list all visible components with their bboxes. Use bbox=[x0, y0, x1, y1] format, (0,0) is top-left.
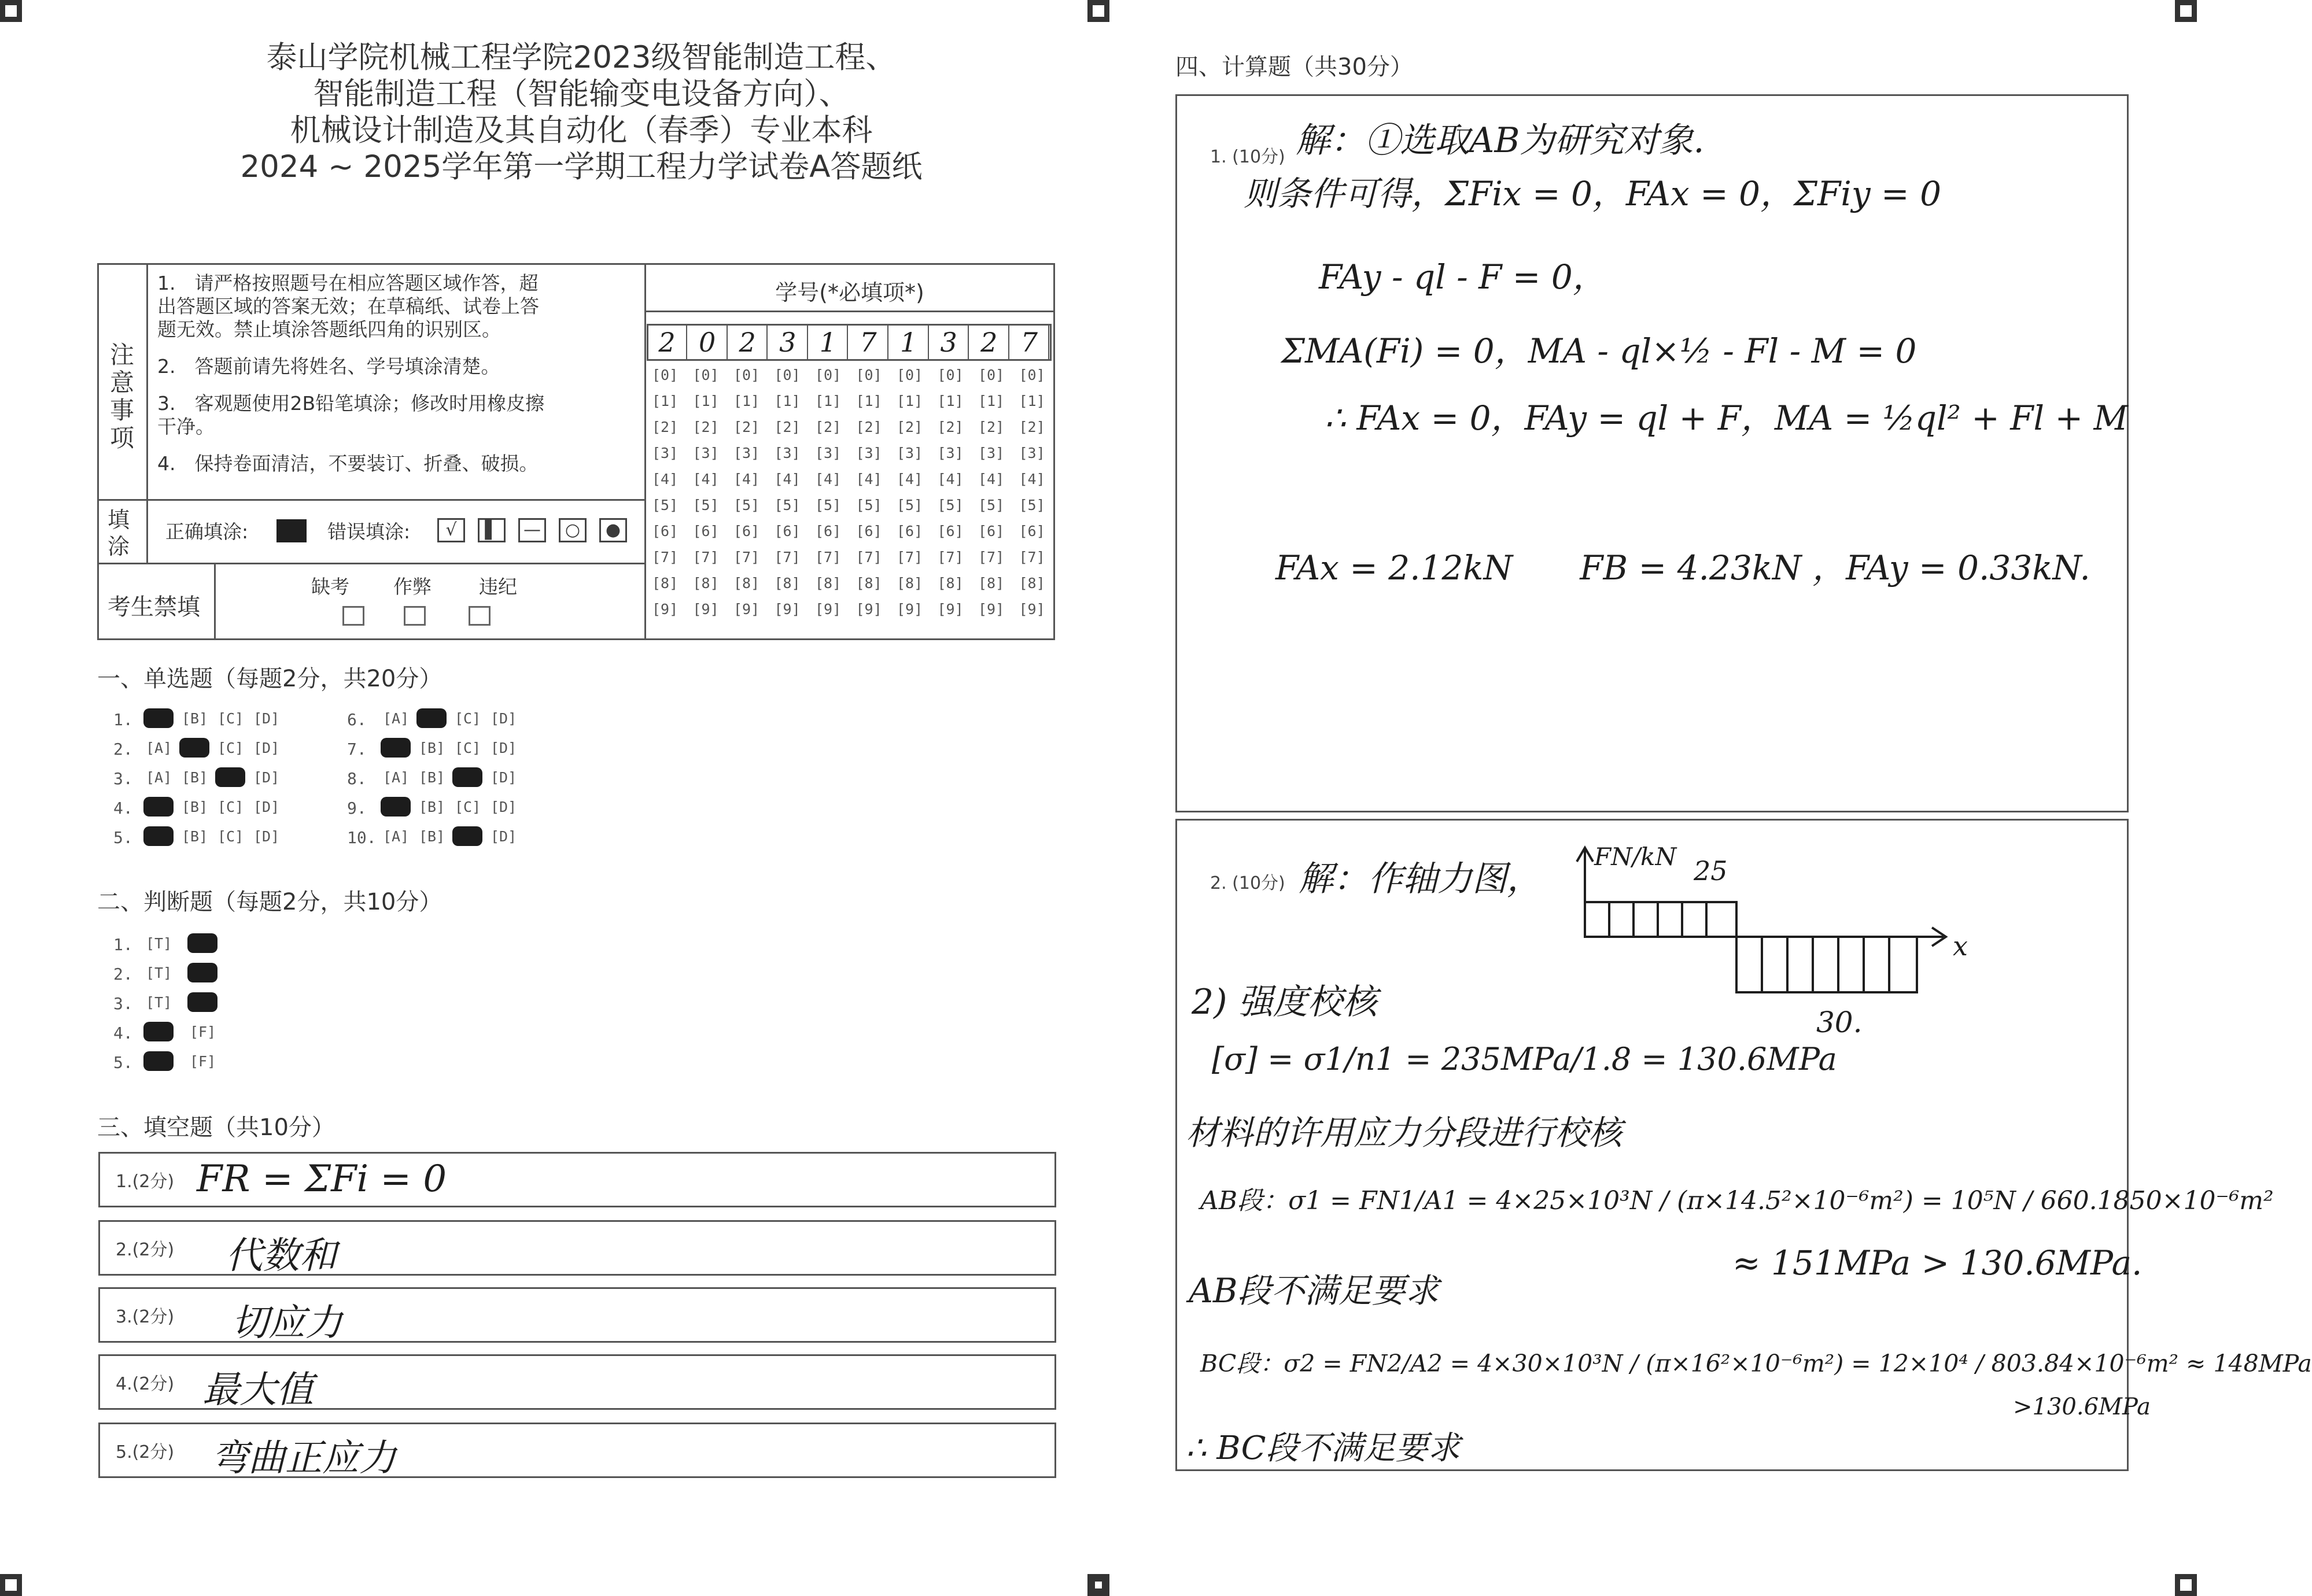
id-bubble[interactable]: [4] bbox=[856, 471, 882, 487]
id-bubble[interactable]: [9] bbox=[1019, 601, 1045, 618]
single-choice-option[interactable]: [C] bbox=[455, 710, 481, 727]
fill-blank-answer[interactable]: 弯曲正应力 bbox=[211, 1437, 396, 1480]
calc-q2-line: 2) 强度校核 bbox=[1192, 982, 1377, 1022]
fill-blank-heading: 三、填空题（共10分） bbox=[97, 1114, 335, 1141]
calc-q1-line: FAx = 2.12kN FB = 4.23kN ，FAy = 0.33kN. bbox=[1275, 548, 2090, 588]
id-bubble[interactable]: [2] bbox=[774, 419, 801, 435]
title-line: 2024 ~ 2025学年第一学期工程力学试卷A答题纸 bbox=[240, 149, 923, 184]
true-false-filled-mark bbox=[143, 1051, 174, 1071]
id-bubble[interactable]: [1] bbox=[774, 393, 801, 409]
single-choice-number: 7. bbox=[347, 740, 367, 759]
single-choice-option[interactable]: [C] bbox=[217, 828, 244, 845]
id-bubble[interactable]: [8] bbox=[652, 575, 679, 592]
id-bubble[interactable]: [5] bbox=[937, 497, 964, 513]
id-bubble[interactable]: [8] bbox=[733, 575, 760, 592]
wrong-sample-check: √ bbox=[437, 518, 465, 542]
id-bubble[interactable]: [8] bbox=[1019, 575, 1045, 592]
single-choice-option[interactable]: [D] bbox=[491, 740, 517, 756]
fill-blank-label: 3.(2分) bbox=[116, 1307, 175, 1327]
single-choice-option[interactable]: [D] bbox=[491, 769, 517, 786]
id-bubble[interactable]: [1] bbox=[692, 393, 719, 409]
corner-mark-top-right bbox=[2175, 0, 2197, 22]
single-choice-heading: 一、单选题（每题2分，共20分） bbox=[97, 666, 443, 692]
id-bubble[interactable]: [3] bbox=[978, 445, 1005, 461]
single-choice-filled-mark bbox=[143, 826, 174, 846]
calc-q1-line: 解：①选取AB为研究对象. bbox=[1296, 120, 1705, 161]
id-bubble[interactable]: [0] bbox=[815, 367, 842, 383]
student-id-digit: 3 bbox=[769, 325, 808, 360]
id-bubble[interactable]: [5] bbox=[815, 497, 842, 513]
calc-q2-label: 2. (10分) bbox=[1210, 873, 1285, 893]
id-bubble[interactable]: [5] bbox=[1019, 497, 1045, 513]
id-bubble[interactable]: [1] bbox=[1019, 393, 1045, 409]
id-bubble[interactable]: [3] bbox=[692, 445, 719, 461]
single-choice-number: 10. bbox=[347, 828, 377, 847]
id-bubble[interactable]: [9] bbox=[978, 601, 1005, 618]
corner-mark-bottom-left bbox=[0, 1574, 22, 1596]
calc-q2-line: AB段不满足要求 bbox=[1189, 1271, 1439, 1310]
id-bubble[interactable]: [4] bbox=[815, 471, 842, 487]
id-bubble[interactable]: [7] bbox=[856, 549, 882, 566]
single-choice-option[interactable]: [D] bbox=[253, 710, 280, 727]
student-id-digit: 2 bbox=[970, 325, 1009, 360]
calc-q2-line: 材料的许用应力分段进行校核 bbox=[1186, 1113, 1623, 1152]
id-bubble[interactable]: [2] bbox=[856, 419, 882, 435]
id-bubble[interactable]: [8] bbox=[897, 575, 923, 592]
single-choice-option[interactable]: [C] bbox=[217, 710, 244, 727]
calc-q1-line: 则条件可得，ΣFix = 0，FAx = 0，ΣFiy = 0 bbox=[1244, 174, 1941, 213]
id-bubble[interactable]: [3] bbox=[815, 445, 842, 461]
id-bubble[interactable]: [6] bbox=[652, 523, 679, 540]
id-bubble[interactable]: [6] bbox=[692, 523, 719, 540]
true-false-number: 5. bbox=[113, 1053, 133, 1072]
id-bubble[interactable]: [3] bbox=[856, 445, 882, 461]
id-bubble[interactable]: [0] bbox=[733, 367, 760, 383]
single-choice-option[interactable]: [B] bbox=[182, 710, 208, 727]
id-bubble[interactable]: [5] bbox=[856, 497, 882, 513]
calc-q1-line: ΣMA(Fi) = 0，MA - ql×½ - Fl - M = 0 bbox=[1281, 331, 1917, 371]
forbid-absent-checkbox[interactable] bbox=[342, 606, 364, 626]
id-bubble[interactable]: [6] bbox=[815, 523, 842, 540]
id-bubble[interactable]: [4] bbox=[937, 471, 964, 487]
true-false-number: 1. bbox=[113, 935, 133, 954]
id-bubble[interactable]: [1] bbox=[652, 393, 679, 409]
id-bubble[interactable]: [6] bbox=[856, 523, 882, 540]
id-bubble[interactable]: [6] bbox=[733, 523, 760, 540]
single-choice-number: 3. bbox=[113, 769, 133, 788]
single-choice-filled-mark bbox=[381, 797, 411, 817]
student-id-digit: 2 bbox=[728, 325, 768, 360]
id-bubble[interactable]: [5] bbox=[652, 497, 679, 513]
id-bubble[interactable]: [2] bbox=[692, 419, 719, 435]
id-bubble[interactable]: [4] bbox=[897, 471, 923, 487]
student-id-title: 学号(*必填项*) bbox=[775, 280, 924, 305]
wrong-fill-label: 错误填涂: bbox=[327, 520, 411, 543]
wrong-sample-dot: ● bbox=[599, 518, 627, 542]
fill-blank-answer[interactable]: FR = ΣFi = 0 bbox=[197, 1158, 447, 1200]
single-choice-option[interactable]: [A] bbox=[383, 710, 410, 727]
id-bubble[interactable]: [8] bbox=[856, 575, 882, 592]
axis-x-label: x bbox=[1953, 930, 1968, 962]
id-bubble[interactable]: [0] bbox=[692, 367, 719, 383]
id-bubble[interactable]: [2] bbox=[652, 419, 679, 435]
axis-label: FN/kN bbox=[1594, 843, 1677, 871]
single-choice-option[interactable]: [C] bbox=[217, 740, 244, 756]
student-id-digit: 3 bbox=[930, 325, 969, 360]
wrong-sample-bar: ▌ bbox=[478, 518, 506, 542]
page-title bbox=[98, 39, 1064, 185]
forbid-cheat-label: 作弊 bbox=[393, 575, 432, 598]
id-bubble[interactable]: [7] bbox=[897, 549, 923, 566]
id-bubble[interactable]: [4] bbox=[692, 471, 719, 487]
id-bubble[interactable]: [4] bbox=[652, 471, 679, 487]
fill-blank-answer[interactable]: 切应力 bbox=[231, 1302, 342, 1344]
single-choice-filled-mark bbox=[179, 738, 209, 758]
axial-force-diagram bbox=[1562, 833, 2013, 1052]
id-bubble[interactable]: [7] bbox=[1019, 549, 1045, 566]
single-choice-option[interactable]: [C] bbox=[455, 799, 481, 815]
id-bubble[interactable]: [0] bbox=[897, 367, 923, 383]
id-bubble[interactable]: [1] bbox=[978, 393, 1005, 409]
single-choice-option[interactable]: [A] bbox=[383, 769, 410, 786]
id-bubble[interactable]: [9] bbox=[856, 601, 882, 618]
single-choice-number: 6. bbox=[347, 710, 367, 729]
student-id-digit: 0 bbox=[688, 325, 728, 360]
id-bubble[interactable]: [6] bbox=[937, 523, 964, 540]
single-choice-option[interactable]: [C] bbox=[217, 799, 244, 815]
single-choice-option[interactable]: [B] bbox=[419, 769, 445, 786]
correct-fill-label: 正确填涂: bbox=[165, 520, 249, 543]
single-choice-option[interactable]: [D] bbox=[253, 799, 280, 815]
calc-q2-line: >130.6MPa bbox=[2013, 1394, 2151, 1420]
single-choice-option[interactable]: [A] bbox=[383, 828, 410, 845]
true-false-number: 4. bbox=[113, 1024, 133, 1043]
single-choice-option[interactable]: [B] bbox=[419, 740, 445, 756]
title-line: 机械设计制造及其自动化（春季）专业本科 bbox=[290, 113, 873, 148]
single-choice-option[interactable]: [D] bbox=[491, 828, 517, 845]
id-bubble[interactable]: [9] bbox=[937, 601, 964, 618]
wrong-sample-dash: — bbox=[518, 518, 546, 542]
single-choice-option[interactable]: [D] bbox=[253, 769, 280, 786]
single-choice-option[interactable]: [D] bbox=[491, 799, 517, 815]
forbid-absent-label: 缺考 bbox=[311, 575, 349, 598]
id-bubble[interactable]: [3] bbox=[1019, 445, 1045, 461]
true-false-option[interactable]: [F] bbox=[190, 1024, 216, 1040]
id-bubble[interactable]: [2] bbox=[815, 419, 842, 435]
id-bubble[interactable]: [7] bbox=[978, 549, 1005, 566]
single-choice-option[interactable]: [C] bbox=[455, 740, 481, 756]
id-bubble[interactable]: [6] bbox=[978, 523, 1005, 540]
negative-value-label: 30. bbox=[1816, 1006, 1863, 1039]
id-bubble[interactable]: [2] bbox=[978, 419, 1005, 435]
id-bubble[interactable]: [1] bbox=[897, 393, 923, 409]
single-choice-option[interactable]: [B] bbox=[182, 769, 208, 786]
id-bubble[interactable]: [4] bbox=[978, 471, 1005, 487]
single-choice-filled-mark bbox=[215, 767, 245, 787]
single-choice-number: 4. bbox=[113, 799, 133, 818]
single-choice-number: 1. bbox=[113, 710, 133, 729]
fill-blank-answer[interactable]: 代数和 bbox=[226, 1235, 337, 1277]
true-false-number: 2. bbox=[113, 965, 133, 984]
id-bubble[interactable]: [2] bbox=[733, 419, 760, 435]
id-bubble[interactable]: [8] bbox=[774, 575, 801, 592]
single-choice-option[interactable]: [B] bbox=[182, 828, 208, 845]
calc-q1-line: ∴ FAx = 0，FAy = ql + F，MA = ½ql² + Fl + M bbox=[1325, 398, 2128, 438]
notice-list: 1. 请严格按照题号在相应答题区域作答，超 出答题区域的答案无效；在草稿纸、试卷上答 题无效。禁止填涂答题纸四角的识别区。 2. 答题前请先将姓名、学号填涂清楚。 3. 客观题使用2B铅笔填涂；修改时用橡皮擦 干净。 4. 保持卷面清洁，不要装订、折叠、破损。 bbox=[157, 272, 545, 475]
id-bubble[interactable]: [1] bbox=[937, 393, 964, 409]
fill-blank-answer[interactable]: 最大值 bbox=[202, 1369, 314, 1412]
single-choice-option[interactable]: [B] bbox=[182, 799, 208, 815]
id-bubble[interactable]: [9] bbox=[652, 601, 679, 618]
id-bubble[interactable]: [0] bbox=[774, 367, 801, 383]
true-false-option[interactable]: [T] bbox=[146, 965, 172, 981]
id-bubble[interactable]: [9] bbox=[774, 601, 801, 618]
wrong-sample-circle: ○ bbox=[559, 518, 587, 542]
single-choice-option[interactable]: [D] bbox=[253, 828, 280, 845]
single-choice-filled-mark bbox=[143, 708, 174, 728]
forbid-violation-checkbox[interactable] bbox=[469, 606, 491, 626]
id-bubble[interactable]: [2] bbox=[1019, 419, 1045, 435]
title-line: 智能制造工程（智能输变电设备方向）、 bbox=[313, 76, 850, 112]
id-bubble[interactable]: [6] bbox=[774, 523, 801, 540]
title-line: 泰山学院机械工程学院2023级智能制造工程、 bbox=[266, 40, 897, 75]
single-choice-number: 2. bbox=[113, 740, 133, 759]
true-false-option[interactable]: [T] bbox=[146, 935, 172, 952]
id-bubble[interactable]: [5] bbox=[692, 497, 719, 513]
calc-q1-label: 1. (10分) bbox=[1210, 147, 1285, 167]
id-bubble[interactable]: [8] bbox=[937, 575, 964, 592]
correct-fill-sample bbox=[276, 519, 307, 542]
single-choice-option[interactable]: [A] bbox=[146, 769, 172, 786]
corner-mark-bottom-center bbox=[1087, 1574, 1109, 1596]
id-bubble[interactable]: [3] bbox=[937, 445, 964, 461]
id-bubble[interactable]: [8] bbox=[815, 575, 842, 592]
id-bubble[interactable]: [9] bbox=[733, 601, 760, 618]
id-bubble[interactable]: [0] bbox=[1019, 367, 1045, 383]
id-bubble[interactable]: [9] bbox=[897, 601, 923, 618]
id-bubble[interactable]: [7] bbox=[937, 549, 964, 566]
calc-q2-line: ∴ BC段不满足要求 bbox=[1186, 1429, 1461, 1467]
single-choice-filled-mark bbox=[452, 826, 482, 846]
fill-blank-label: 4.(2分) bbox=[116, 1374, 175, 1394]
single-choice-option[interactable]: [D] bbox=[491, 710, 517, 727]
id-bubble[interactable]: [1] bbox=[815, 393, 842, 409]
forbid-label: 考生禁填 bbox=[108, 594, 200, 620]
id-bubble[interactable]: [9] bbox=[815, 601, 842, 618]
id-bubble[interactable]: [2] bbox=[897, 419, 923, 435]
id-bubble[interactable]: [4] bbox=[774, 471, 801, 487]
single-choice-filled-mark bbox=[452, 767, 482, 787]
single-choice-number: 9. bbox=[347, 799, 367, 818]
id-bubble[interactable]: [0] bbox=[937, 367, 964, 383]
positive-region bbox=[1585, 902, 1736, 937]
id-bubble[interactable]: [7] bbox=[774, 549, 801, 566]
true-false-option[interactable]: [T] bbox=[146, 994, 172, 1011]
id-bubble[interactable]: [1] bbox=[856, 393, 882, 409]
id-bubble[interactable]: [4] bbox=[1019, 471, 1045, 487]
id-bubble[interactable]: [0] bbox=[856, 367, 882, 383]
negative-region bbox=[1736, 937, 1917, 992]
calc-q2-line: ≈ 151MPa > 130.6MPa. bbox=[1732, 1243, 2143, 1283]
id-bubble[interactable]: [7] bbox=[815, 549, 842, 566]
id-bubble[interactable]: [0] bbox=[652, 367, 679, 383]
true-false-filled-mark bbox=[187, 992, 217, 1012]
positive-value-label: 25 bbox=[1694, 855, 1728, 886]
calc-q2-line: BC段：σ2 = FN2/A2 = 4×30×10³N / (π×16²×10⁻⁶m²) = 12×10⁴ / 803.84×10⁻⁶m² ≈ 148MPa bbox=[1200, 1350, 2312, 1377]
single-choice-option[interactable]: [B] bbox=[419, 828, 445, 845]
calc-q1-line: FAy - ql - F = 0， bbox=[1319, 257, 1606, 297]
id-bubble[interactable]: [2] bbox=[937, 419, 964, 435]
single-choice-option[interactable]: [B] bbox=[419, 799, 445, 815]
corner-mark-bottom-right bbox=[2175, 1574, 2197, 1596]
true-false-option[interactable]: [F] bbox=[190, 1053, 216, 1070]
student-id-digit: 2 bbox=[648, 325, 687, 360]
calc-heading: 四、计算题（共30分） bbox=[1175, 54, 1413, 80]
single-choice-filled-mark bbox=[143, 797, 174, 817]
id-bubble[interactable]: [3] bbox=[652, 445, 679, 461]
id-bubble[interactable]: [7] bbox=[733, 549, 760, 566]
true-false-heading: 二、判断题（每题2分，共10分） bbox=[97, 889, 443, 915]
single-choice-filled-mark bbox=[381, 738, 411, 758]
true-false-number: 3. bbox=[113, 994, 133, 1013]
id-bubble[interactable]: [3] bbox=[897, 445, 923, 461]
true-false-filled-mark bbox=[187, 963, 217, 982]
student-id-digit: 7 bbox=[1010, 325, 1049, 360]
id-bubble[interactable]: [5] bbox=[733, 497, 760, 513]
single-choice-number: 5. bbox=[113, 828, 133, 847]
true-false-filled-mark bbox=[143, 1022, 174, 1041]
id-bubble[interactable]: [7] bbox=[652, 549, 679, 566]
id-bubble[interactable]: [1] bbox=[733, 393, 760, 409]
id-bubble[interactable]: [6] bbox=[897, 523, 923, 540]
id-bubble[interactable]: [5] bbox=[978, 497, 1005, 513]
id-bubble[interactable]: [3] bbox=[733, 445, 760, 461]
id-bubble[interactable]: [8] bbox=[692, 575, 719, 592]
id-bubble[interactable]: [9] bbox=[692, 601, 719, 618]
notice-label: 注意事项 bbox=[109, 341, 134, 452]
calc-q2-line: [σ] = σ1/n1 = 235MPa/1.8 = 130.6MPa bbox=[1212, 1041, 1837, 1077]
id-bubble[interactable]: [6] bbox=[1019, 523, 1045, 540]
forbid-cheat-checkbox[interactable] bbox=[404, 606, 426, 626]
id-bubble[interactable]: [0] bbox=[978, 367, 1005, 383]
id-bubble[interactable]: [5] bbox=[774, 497, 801, 513]
single-choice-option[interactable]: [A] bbox=[146, 740, 172, 756]
id-bubble[interactable]: [5] bbox=[897, 497, 923, 513]
calc-q2-intro: 解：作轴力图， bbox=[1299, 859, 1542, 899]
true-false-filled-mark bbox=[187, 933, 217, 953]
student-id-digit: 7 bbox=[849, 325, 888, 360]
fill-blank-label: 1.(2分) bbox=[116, 1172, 175, 1192]
corner-mark-top-center bbox=[1087, 0, 1109, 22]
single-choice-number: 8. bbox=[347, 769, 367, 788]
fill-blank-label: 5.(2分) bbox=[116, 1442, 175, 1462]
id-bubble[interactable]: [3] bbox=[774, 445, 801, 461]
student-id-digit: 1 bbox=[809, 325, 848, 360]
id-bubble[interactable]: [8] bbox=[978, 575, 1005, 592]
fill-blank-label: 2.(2分) bbox=[116, 1240, 175, 1260]
calc-q2-line: AB段：σ1 = FN1/A1 = 4×25×10³N / (π×14.5²×10⁻⁶m²) = 10⁵N / 660.1850×10⁻⁶m² bbox=[1200, 1186, 2274, 1216]
student-id-digit: 1 bbox=[890, 325, 929, 360]
single-choice-option[interactable]: [D] bbox=[253, 740, 280, 756]
corner-mark-top-left bbox=[0, 0, 22, 22]
id-bubble[interactable]: [7] bbox=[692, 549, 719, 566]
fill-label: 填涂 bbox=[108, 507, 130, 559]
forbid-violation-label: 违纪 bbox=[479, 575, 517, 598]
id-bubble[interactable]: [4] bbox=[733, 471, 760, 487]
single-choice-filled-mark bbox=[416, 708, 447, 728]
